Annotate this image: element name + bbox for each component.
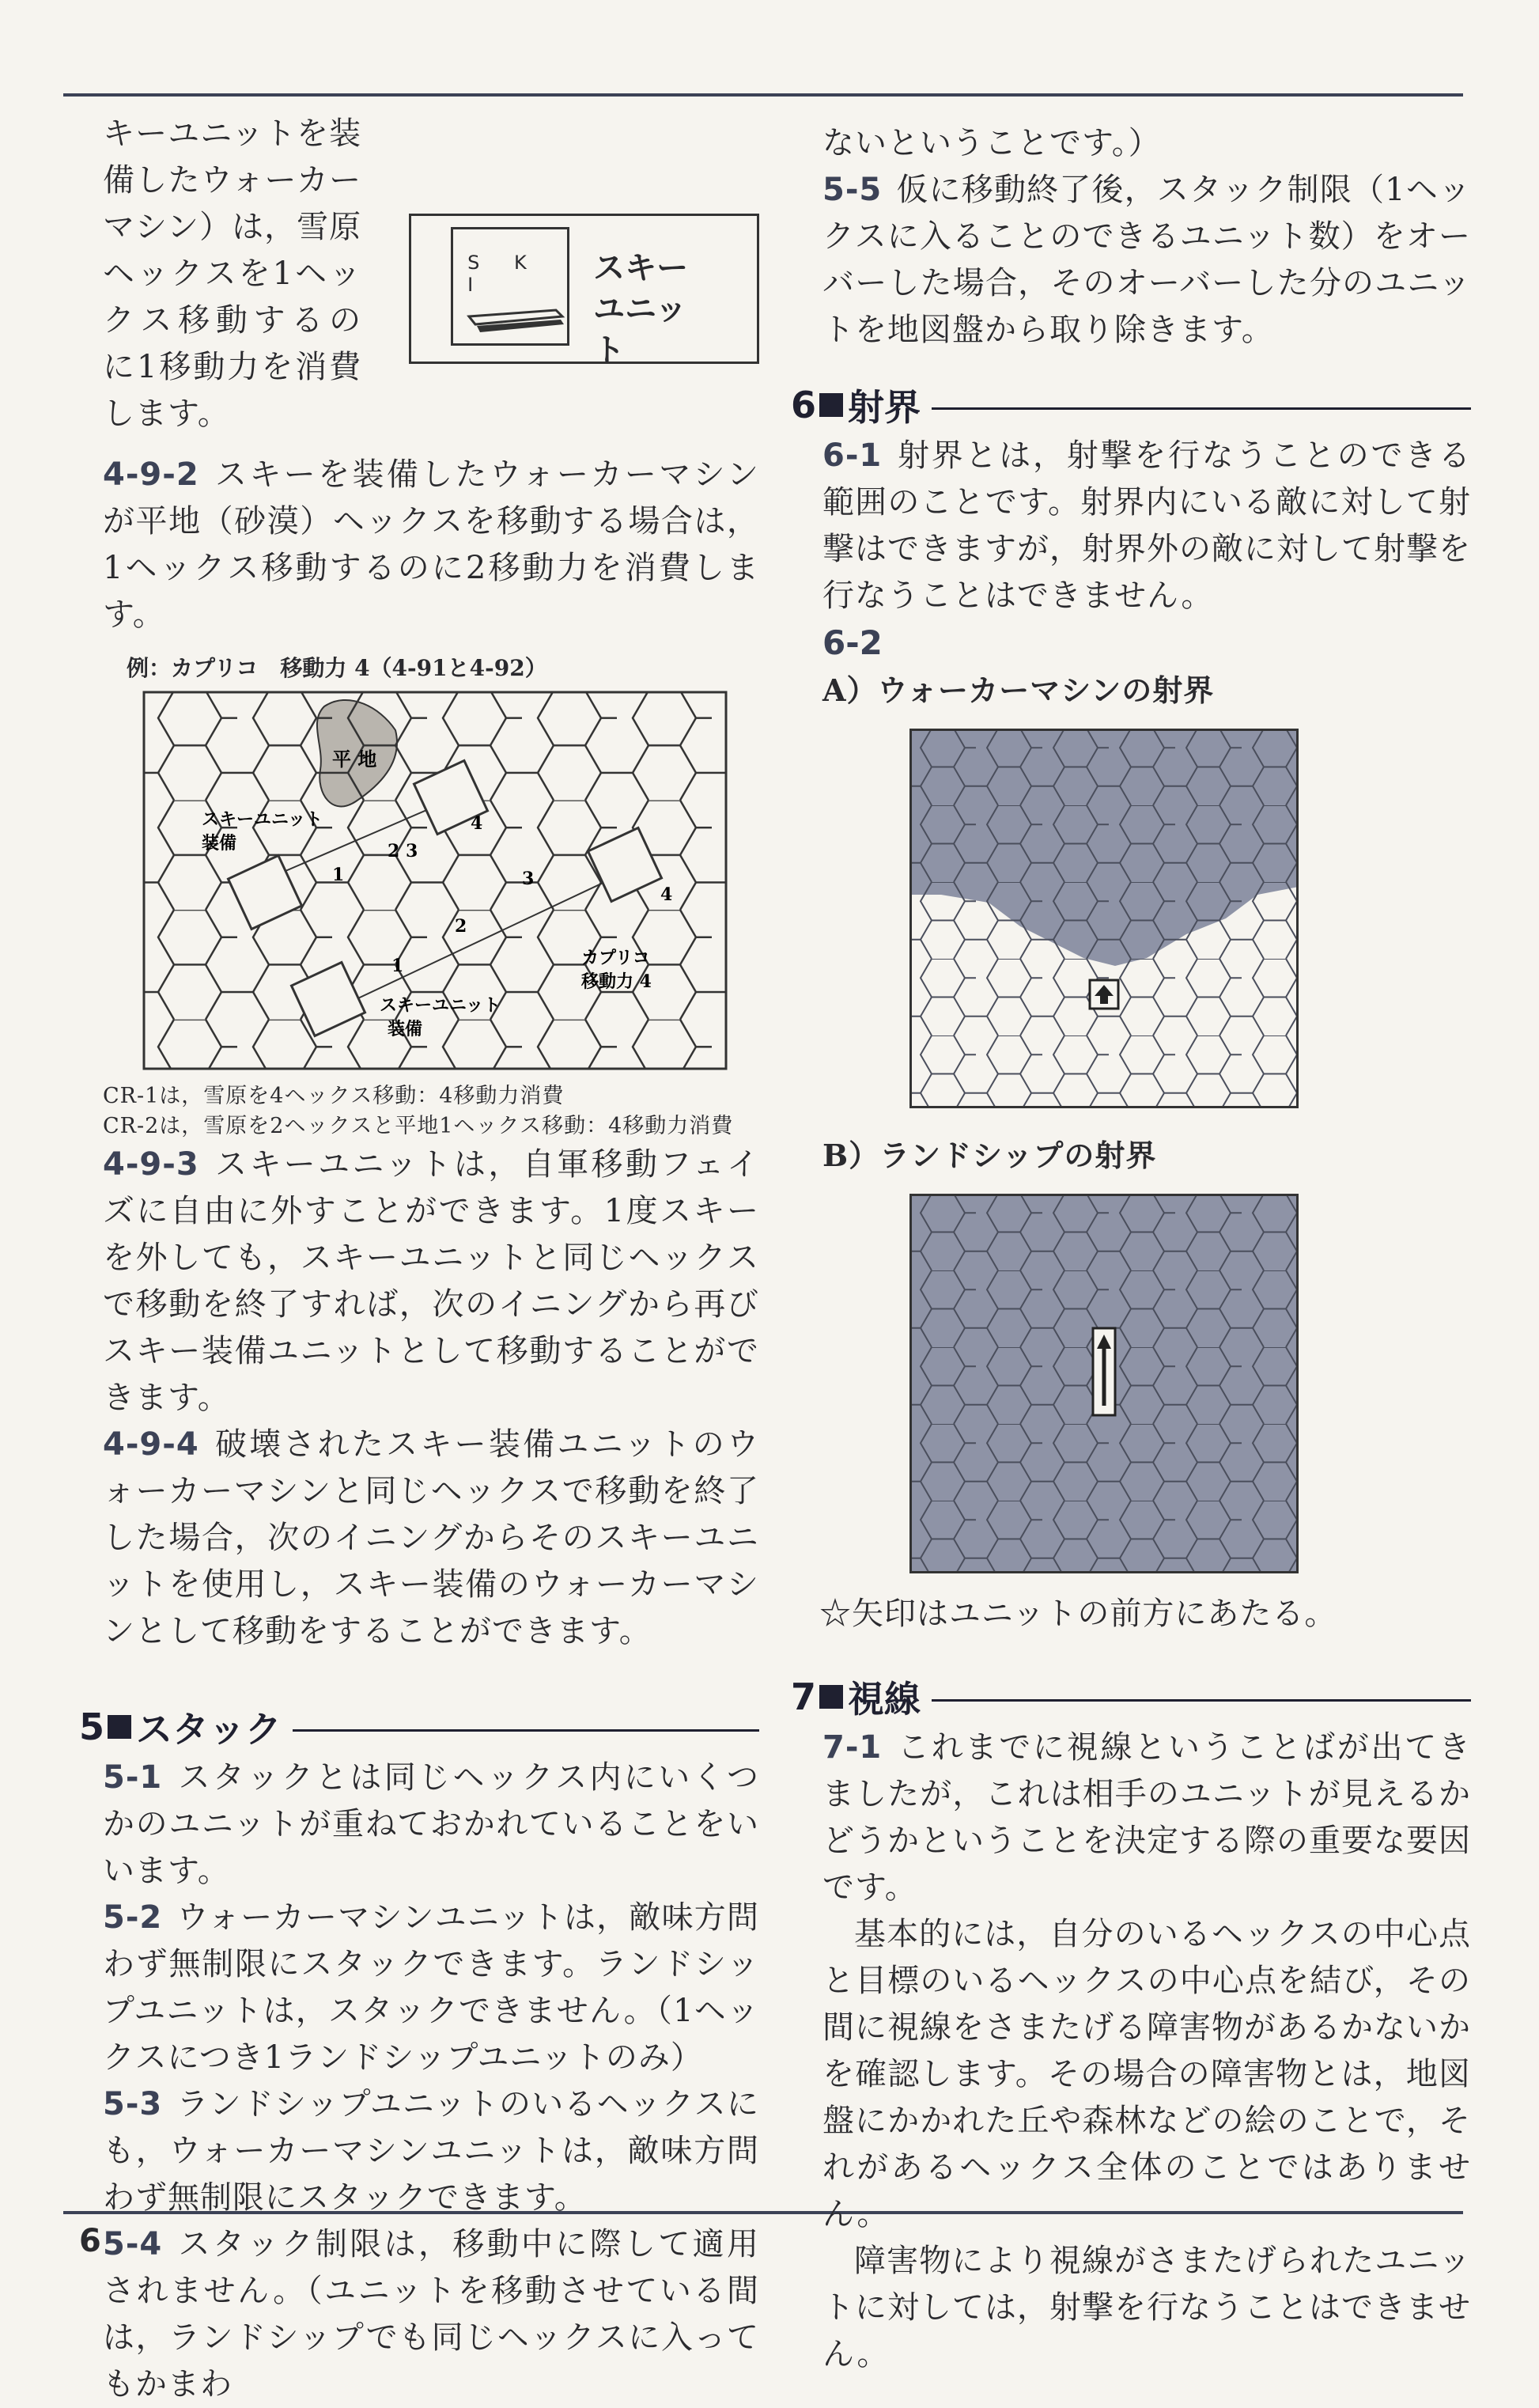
ski-unit-label: スキーユニット [593, 250, 689, 369]
rule-5-4 [103, 2221, 759, 2408]
section-5-heading [79, 1699, 759, 1755]
rule-text: スキーを装備したウォーカーマシンが平地（砂漠）ヘックスを移動する場合は，1ヘックス移動するのに2移動力を消費します。 [103, 456, 759, 633]
caption-cr2: CR-2は，雪原を2ヘックスと平地1ヘックス移動：4移動力消費 [103, 1114, 734, 1138]
rule-number: 4-9-2 [103, 456, 199, 493]
intro-block [103, 111, 759, 437]
caption-a: A）ウォーカーマシンの射界 [822, 672, 1215, 708]
rule-6-2: 6-2 [822, 623, 883, 662]
rule-number: 4-9-3 [103, 1146, 199, 1183]
ski-unit-figure [409, 214, 759, 369]
ski-counter-letters: S K I [467, 252, 541, 296]
fire-arc-landship [909, 1194, 1299, 1573]
step-label: 3 [522, 869, 535, 889]
rule-number: 5-5 [822, 172, 883, 208]
label-ski-2: スキーユニット [380, 995, 501, 1016]
section-line [932, 1699, 1471, 1702]
rule-text: 射界とは，射撃を行なうことのできる範囲のことです。射界内にいる敵に対して射撃はできますが，射界外の敵に対して射撃を行なうことはできません。 [822, 437, 1471, 614]
rule-4-9-2 [103, 452, 759, 638]
step-label: 2 3 [388, 841, 418, 861]
rule-7-1 [822, 1725, 1471, 1911]
ski-icon [461, 293, 572, 340]
step-label: 1 [391, 956, 404, 976]
section-number: 7 [791, 1675, 817, 1718]
section-title: スタック [136, 1708, 282, 1751]
section-title: 射界 [848, 386, 921, 429]
unit-arrow-icon [1090, 980, 1118, 1009]
rule-number: 5-3 [103, 2086, 163, 2122]
rule-text: これまでに視線ということばが出てきましたが，これは相手のユニットが見えるかどうかということを決定する際の重要な要因です。 [822, 1729, 1471, 1906]
paragraph-7-basic: 基本的には，自分のいるヘックスの中心点と目標のいるヘックスの中心点を結び，その間に視線をさまたげる障害物があるかないかを確認します。その場合の障害物とは，地図盤にかかれた丘や森林などの絵のことで，それがあるヘックス全体のことではありません。 [822, 1916, 1471, 2232]
top-rule [63, 93, 1463, 97]
section-title: 視線 [848, 1678, 921, 1721]
caption-cr1: CR-1は，雪原を4ヘックス移動：4移動力消費 [103, 1084, 565, 1108]
rule-5-2 [103, 1895, 759, 2081]
rule-text: スタック制限は，移動中に際して適用されません。（ユニットを移動させている間は，ランドシップでも同じヘックスに入ってもかまわ [103, 2226, 759, 2402]
example-title: 例：カプリコ 移動力 4（4-91と4-92） [127, 655, 547, 681]
right-column [791, 120, 1471, 2378]
step-label: 4 [660, 884, 673, 905]
section-line [293, 1729, 759, 1732]
rule-text: ランドシップユニットのいるヘックスにも，ウォーカーマシンユニットは，敵味方問わず無制限にスタックできます。 [103, 2086, 759, 2216]
section-6-heading [791, 377, 1471, 433]
step-label: 1 [332, 865, 345, 885]
step-label: 2 [455, 916, 467, 937]
rule-number: 5-1 [103, 1759, 163, 1796]
paragraph-7-obstacle: 障害物により視線がさまたげられたユニットに対しては，射撃を行なうことはできません。 [822, 2243, 1471, 2372]
rule-number: 5-4 [103, 2226, 163, 2262]
landship-arrow-icon [1093, 1328, 1115, 1415]
section-square-icon [108, 1715, 131, 1739]
label-flat: 平 地 [332, 748, 377, 770]
section-number: 5 [79, 1706, 105, 1748]
continued-text: ないということです。） [822, 125, 1161, 161]
intro-text: キーユニットを装備したウォーカーマシン）は，雪原ヘックスを1ヘックス移動するのに1移動力を消費します。 [103, 115, 362, 432]
rule-number: 6-1 [822, 437, 883, 474]
rule-text: スキーユニットは，自軍移動フェイズに自由に外すことができます。1度スキーを外しても，スキーユニットと同じヘックスで移動を終了すれば，次のイニングから再びスキー装備ユニットとして移動することができます。 [103, 1146, 759, 1416]
label-capri: カプリコ [581, 948, 650, 968]
label-ski-2b: 装備 [388, 1019, 423, 1039]
rule-4-9-3 [103, 1142, 759, 1422]
ski-counter [451, 227, 569, 346]
fire-arc-walker-machine [909, 729, 1299, 1108]
rule-text: ウォーカーマシンユニットは，敵味方問わず無制限にスタックできます。ランドシップユニットは，スタックできません。（1ヘックスにつき1ランドシップユニットのみ） [103, 1899, 759, 2076]
step-label: 4 [471, 813, 483, 834]
section-number: 6 [791, 384, 817, 426]
rule-text: 仮に移動終了後，スタック制限（1ヘックスに入ることのできるユニット数）をオーバーした場合，そのオーバーした分のユニットを地図盤から取り除きます。 [822, 172, 1471, 348]
example-hex-map [142, 691, 728, 1070]
section-square-icon [819, 393, 843, 417]
label-ski-1b: 装備 [202, 833, 237, 854]
section-square-icon [819, 1685, 843, 1709]
rule-number: 5-2 [103, 1899, 163, 1936]
label-ski-1: スキーユニット [202, 809, 323, 830]
section-7-heading [791, 1669, 1471, 1725]
rule-text: 破壊されたスキー装備ユニットのウォーカーマシンと同じヘックスで移動を終了した場合，次のイニングからそのスキーユニットを使用し，スキー装備のウォーカーマシンとして移動をすることができます。 [103, 1426, 759, 1649]
rule-text: スタックとは同じヘックス内にいくつかのユニットが重ねておかれていることをいいます。 [103, 1759, 759, 1889]
label-capri-mp: 移動力 4 [581, 971, 652, 992]
rule-5-5 [822, 167, 1471, 354]
rule-5-3 [103, 2081, 759, 2221]
page-number: 6 [79, 2223, 101, 2259]
arrow-note: ☆矢印はユニットの前方にあたる。 [819, 1596, 1337, 1632]
caption-b: B）ランドシップの射界 [822, 1138, 1157, 1173]
left-column [79, 111, 759, 2408]
rule-5-1 [103, 1755, 759, 1895]
rule-number: 7-1 [822, 1729, 883, 1766]
rule-4-9-4 [103, 1422, 759, 1655]
section-line [932, 407, 1471, 410]
rule-6-1 [822, 433, 1471, 619]
rule-number: 4-9-4 [103, 1426, 199, 1463]
